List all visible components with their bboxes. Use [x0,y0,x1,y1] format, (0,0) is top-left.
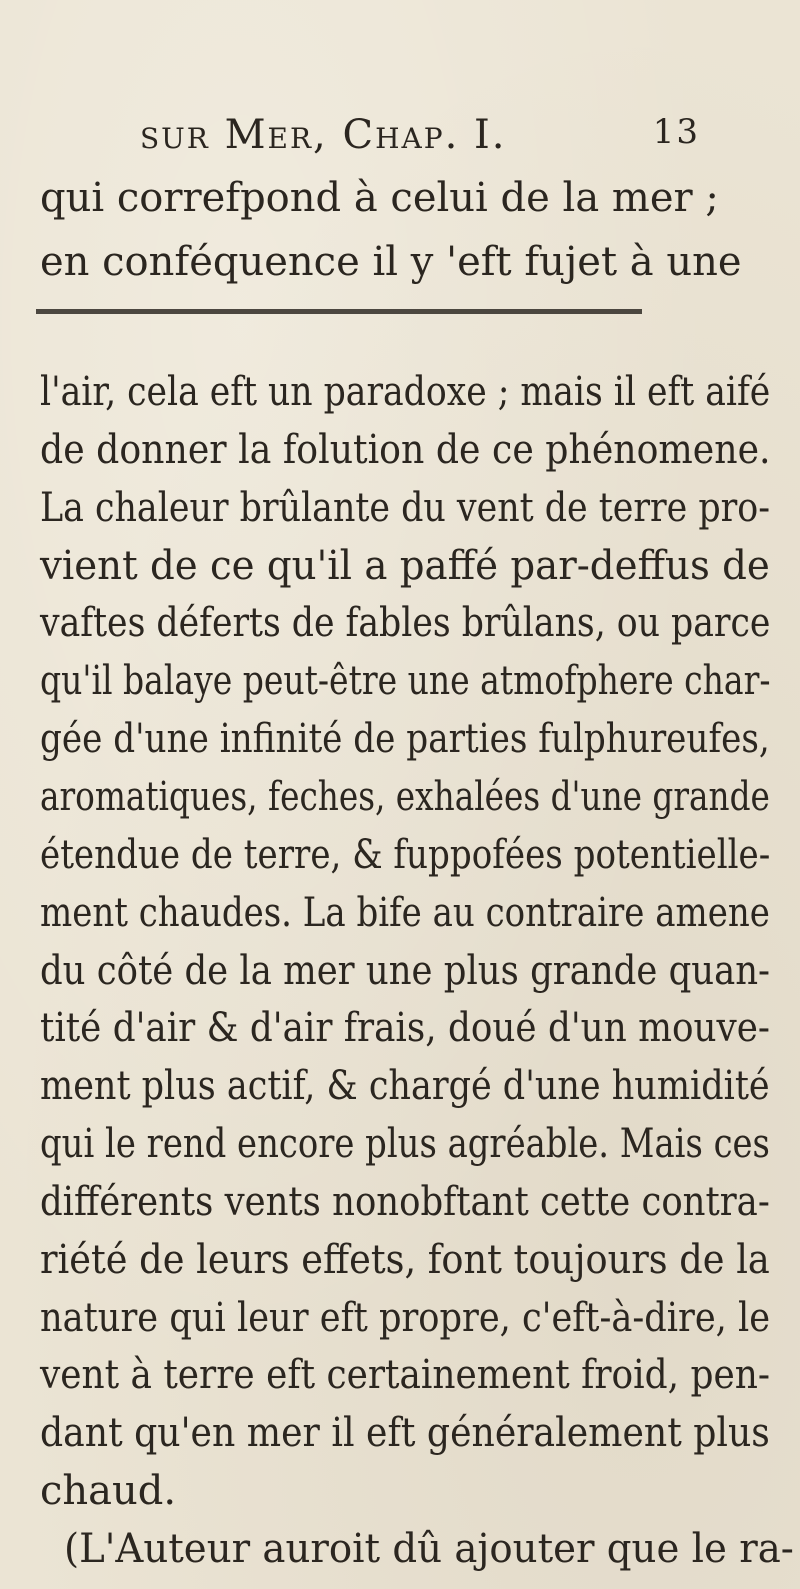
text-line: qu'il balaye peut-être une atmofphere char- [40,658,771,705]
text-line: l'air, cela eft un paradoxe ; mais il eft aifé [40,369,771,415]
text-line: étendue de terre, & fuppofées potentielle- [40,831,771,878]
text-line: vaftes déferts de fables brûlans, ou parce [40,600,771,647]
text-line: nature qui leur eft propre, c'eft-à-dire, le [40,1294,771,1341]
text-line: vient de ce qu'il a paffé par-deffus de [40,542,770,589]
page-number: 13 [652,112,700,152]
running-title: sur Mer, Chap. I. [140,112,507,158]
text-line: du côté de la mer une plus grande quan- [40,947,771,994]
text-line: vent à terre eft certainement froid, pen- [40,1352,771,1399]
text-line: gée d'une infinité de parties fulphureufes, [40,716,770,763]
text-line: chaud. [40,1468,177,1515]
running-header [140,112,700,158]
text-line: ment plus actif, & chargé d'une humidité [40,1063,770,1110]
text-line: ment chaudes. La bife au contraire amene [40,889,770,936]
text-line: dant qu'en mer il eft généralement plus [40,1410,770,1457]
text-line: tité d'air & d'air frais, doué d'un mouve- [40,1005,771,1052]
text-line: différents vents nonobftant cette contra- [40,1178,770,1225]
text-line: en conféquence il y 'eft fujet à une [40,239,742,285]
text-line: qui le rend encore plus agréable. Mais ces [40,1121,770,1168]
text-line: qui correfpond à celui de la mer ; [40,175,719,221]
section-divider [36,309,642,314]
text-line: (L'Auteur auroit dû ajouter que le ra- [64,1526,794,1572]
text-line: aromatiques, feches, exhalées d'une grande [40,773,770,820]
text-line: La chaleur brûlante du vent de terre pro- [40,484,771,531]
text-line: de donner la folution de ce phénomene. [40,426,771,473]
text-line: riété de leurs effets, font toujours de la [40,1236,770,1283]
